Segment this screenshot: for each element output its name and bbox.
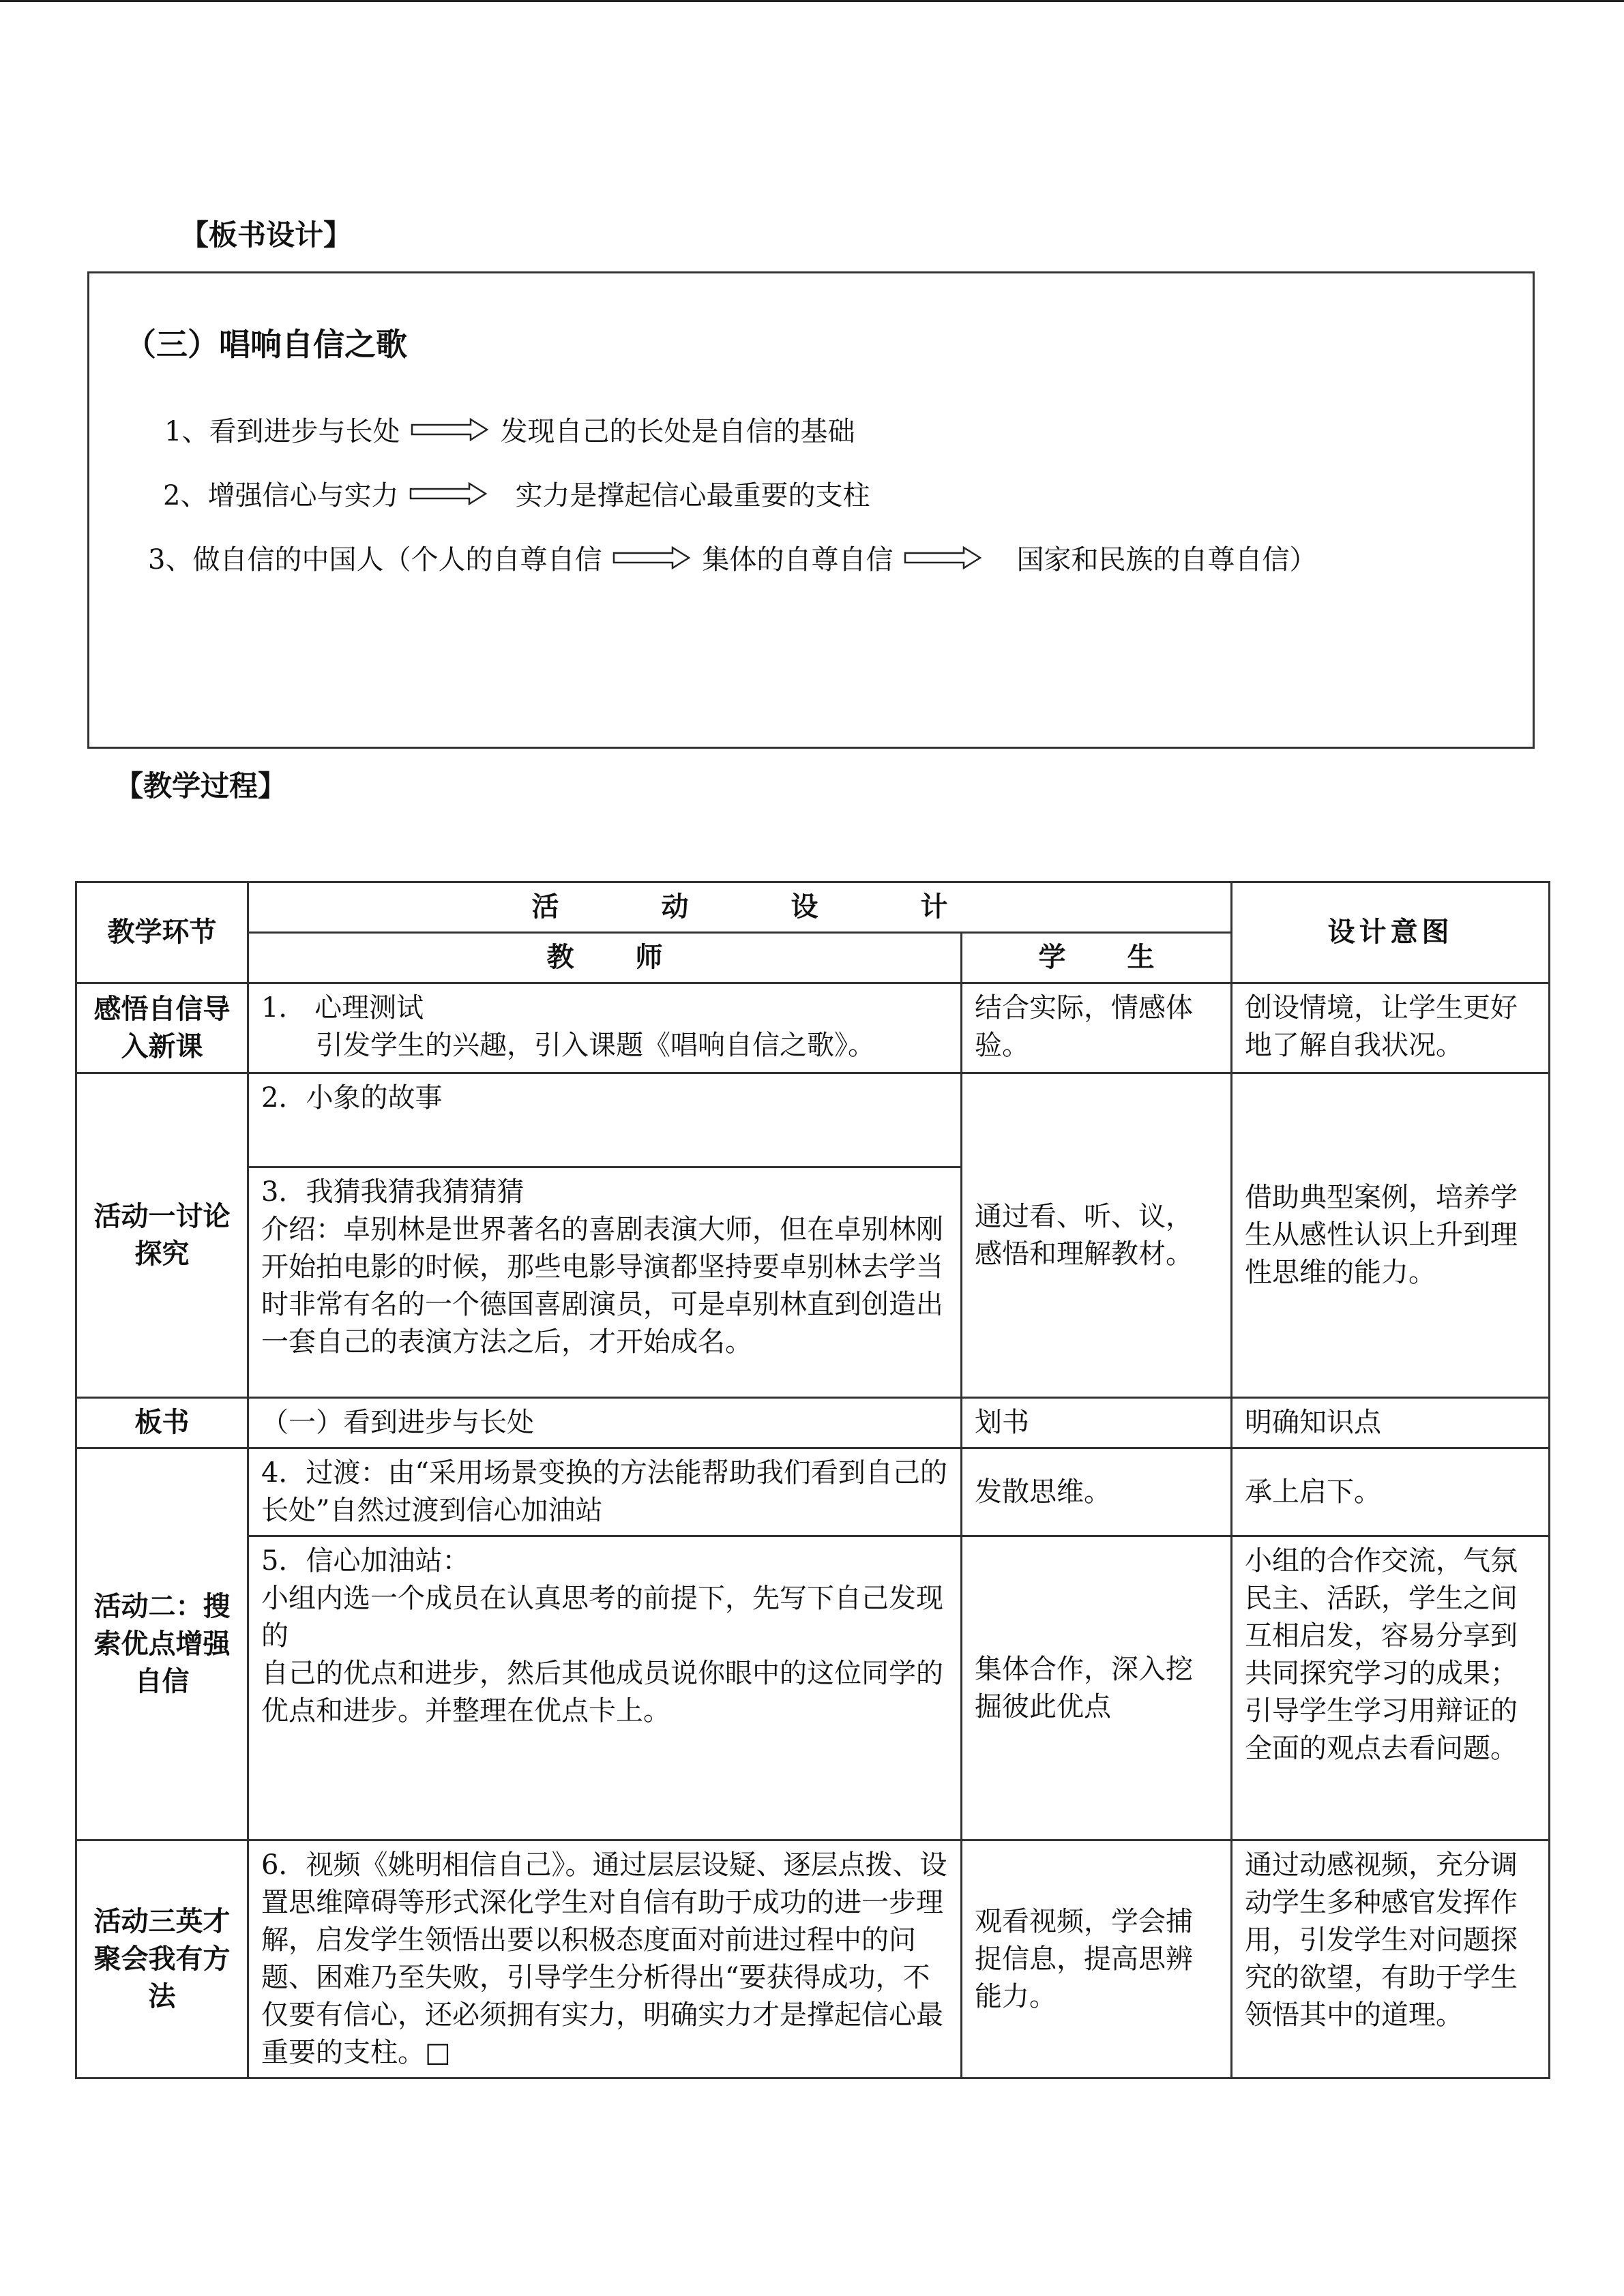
header-activity: 活动设计 bbox=[248, 882, 1232, 933]
teacher-item-body: 介绍：卓别林是世界著名的喜剧表演大师，但在卓别林刚开始拍电影的时候，那些电影导演都坚持要卓别林去学当时非常有名的一个德国喜剧演员，可是卓别林直到创造出一套自己的表演方法之后，才开始成名。 bbox=[261, 1214, 943, 1358]
teacher-item-title: 5．信心加油站： bbox=[261, 1545, 470, 1577]
right-arrow-icon bbox=[612, 546, 691, 569]
header-student: 学生 bbox=[962, 933, 1232, 983]
intent-cell: 借助典型案例，培养学生从感性认识上升到理性思维的能力。 bbox=[1232, 1073, 1550, 1398]
intent-cell: 通过动感视频，充分调动学生多种感官发挥作用，引发学生对问题探究的欲望，有助于学生领悟其中的道理。 bbox=[1232, 1840, 1550, 2078]
board-line-3-left: 3、做自信的中国人（个人的自尊自信 bbox=[148, 544, 602, 576]
header-stage: 教学环节 bbox=[76, 882, 248, 983]
teacher-item-title: 1． 心理测试 bbox=[261, 992, 424, 1024]
table-row bbox=[76, 1398, 1550, 1448]
teacher-cell: 2．小象的故事 bbox=[248, 1073, 962, 1167]
student-cell: 通过看、听、议，感悟和理解教材。 bbox=[962, 1073, 1232, 1398]
board-line-1-left: 1、看到进步与长处 bbox=[164, 416, 400, 447]
intent-cell bbox=[1232, 1536, 1550, 1840]
board-line-3-middle: 集体的自尊自信 bbox=[702, 544, 894, 576]
teacher-cell bbox=[248, 1167, 962, 1398]
table-row bbox=[76, 1448, 1550, 1536]
teacher-cell: 4．过渡：由“采用场景变换的方法能帮助我们看到自己的长处”自然过渡到信心加油站 bbox=[248, 1448, 962, 1536]
process-heading: 【教学过程】 bbox=[115, 769, 287, 803]
board-line-2-left: 2、增强信心与实力 bbox=[163, 480, 399, 511]
right-arrow-icon bbox=[409, 482, 488, 505]
teacher-cell: （一）看到进步与长处 bbox=[248, 1398, 962, 1448]
teacher-item-body: 引发学生的兴趣，引入课题《唱响自信之歌》。 bbox=[316, 1030, 875, 1061]
table-row bbox=[76, 1536, 1550, 1840]
teacher-item-body: 小组内选一个成员在认真思考的前提下，先写下自己发现的 bbox=[261, 1583, 943, 1652]
board-line-1 bbox=[164, 410, 855, 449]
board-design-box bbox=[87, 271, 1535, 749]
board-line-3 bbox=[148, 538, 1316, 577]
teacher-cell: 6．视频《姚明相信自己》。通过层层设疑、逐层点拨、设置思维障碍等形式深化学生对自信有助于成功的进一步理解，启发学生领悟出要以积极态度面对前进过程中的问题、困难乃至失败，引导学生分析得出“要获得成功，不仅要有信心，还必须拥有实力，明确实力才是撑起信心最重要的支柱。□ bbox=[248, 1840, 962, 2078]
student-cell: 发散思维。 bbox=[962, 1448, 1232, 1536]
teacher-cell bbox=[248, 983, 962, 1073]
student-cell: 划书 bbox=[962, 1398, 1232, 1448]
teacher-item-title: 3．我猜我猜我猜猜猜 bbox=[261, 1176, 525, 1208]
stage-cell: 活动三英才聚会我有方法 bbox=[76, 1840, 248, 2078]
intent-text: 小组的合作交流，气氛民主、活跃，学生之间互相启发，容易分享到共同探究学习的成果； bbox=[1245, 1545, 1518, 1689]
stage-cell: 活动一讨论探究 bbox=[76, 1073, 248, 1398]
board-line-2-right: 实力是撑起信心最重要的支柱 bbox=[515, 480, 870, 511]
board-design-heading: 【板书设计】 bbox=[180, 218, 353, 252]
intent-cell: 明确知识点 bbox=[1232, 1398, 1550, 1448]
board-line-1-right: 发现自己的长处是自信的基础 bbox=[500, 416, 855, 447]
header-intent: 设计意图 bbox=[1232, 882, 1550, 983]
intent-text: 引导学生学习用辩证的全面的观点去看问题。 bbox=[1245, 1695, 1518, 1764]
right-arrow-icon bbox=[904, 546, 982, 569]
teacher-item-body: 自己的优点和进步，然后其他成员说你眼中的这位同学的优点和进步。并整理在优点卡上。 bbox=[261, 1658, 943, 1727]
table-row bbox=[76, 983, 1550, 1073]
intent-cell: 承上启下。 bbox=[1232, 1448, 1550, 1536]
student-cell: 观看视频，学会捕捉信息，提高思辨能力。 bbox=[962, 1840, 1232, 2078]
board-line-3-right: 国家和民族的自尊自信） bbox=[1016, 544, 1317, 576]
right-arrow-icon bbox=[411, 418, 489, 441]
teaching-process-table bbox=[75, 881, 1550, 2079]
table-row bbox=[76, 1073, 1550, 1167]
board-line-2 bbox=[163, 474, 870, 513]
stage-cell: 板书 bbox=[76, 1398, 248, 1448]
table-row bbox=[76, 1840, 1550, 2078]
stage-cell: 活动二：搜索优点增强自信 bbox=[76, 1448, 248, 1840]
header-teacher: 教师 bbox=[248, 933, 962, 983]
board-title: （三）唱响自信之歌 bbox=[125, 326, 407, 363]
teacher-cell bbox=[248, 1536, 962, 1840]
stage-cell: 感悟自信导入新课 bbox=[76, 983, 248, 1073]
student-cell: 集体合作，深入挖掘彼此优点 bbox=[962, 1536, 1232, 1840]
intent-cell: 创设情境，让学生更好地了解自我状况。 bbox=[1232, 983, 1550, 1073]
page-top-border bbox=[0, 0, 1624, 2]
student-cell: 结合实际，情感体验。 bbox=[962, 983, 1232, 1073]
